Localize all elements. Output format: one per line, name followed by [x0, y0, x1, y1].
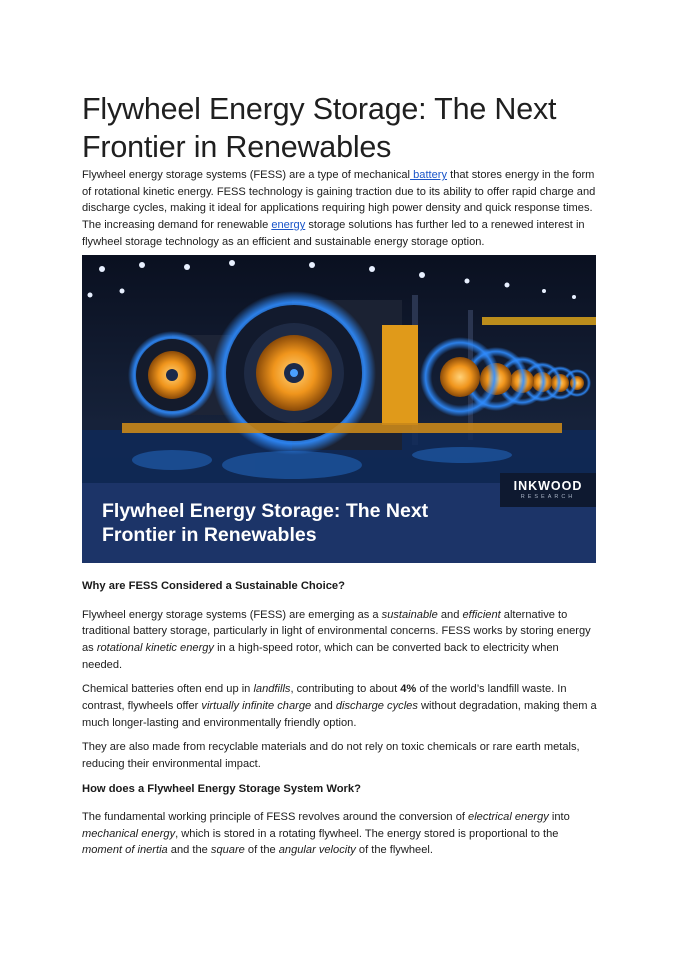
brand-sub: RESEARCH	[520, 493, 576, 500]
paragraph: They are also made from recyclable materials and do not rely on toxic chemicals or rare earth metals, reducing their environmental impact.	[82, 741, 580, 771]
energy-link[interactable]: energy	[271, 219, 306, 232]
brand-name: INKWOOD	[513, 478, 583, 493]
battery-link[interactable]: battery	[410, 169, 448, 181]
paragraph: Chemical batteries often end up in landfills, contributing to about 4% of the world’s landfill waste. In contrast, flywheels offer virtually infinite charge and discharge cycles without degradation, making them a much longer-lasting and environmentally friendly option.	[82, 683, 597, 729]
section-heading-how-it-works: How does a Flywheel Energy Storage System Work?	[82, 782, 361, 795]
intro-text-2: that stores energy in the form of rotational kinetic energy. FESS technology is gaining traction due to its ability to offer rapid charge and discharge cycles, making it ideal for applications requiring high power density and quick response times. The increasing demand for renewable	[82, 169, 596, 232]
banner-title: Flywheel Energy Storage: The Next Frontier in Renewables	[102, 499, 429, 547]
section-sustainable	[82, 578, 598, 773]
paragraph: Flywheel energy storage systems (FESS) are emerging as a sustainable and efficient alternative to traditional battery storage, particularly in light of environmental concerns. FESS works by storing energy as rotational kinetic energy in a high-speed rotor, which can be converted back to electricity when needed.	[82, 608, 591, 671]
brand-logo	[500, 473, 596, 507]
document-page	[82, 90, 598, 867]
hero-image	[82, 255, 596, 563]
section-heading-sustainable: Why are FESS Considered a Sustainable Choice?	[82, 579, 345, 592]
page-title: Flywheel Energy Storage: The Next Frontier in Renewables	[82, 92, 557, 164]
intro-text-3: storage solutions has further led to a renewed interest in flywheel storage technology as an efficient and sustainable energy storage option.	[82, 219, 585, 248]
section-how-it-works	[82, 781, 598, 859]
intro-text-1: Flywheel energy storage systems (FESS) are a type of mechanical	[82, 169, 411, 181]
paragraph: The fundamental working principle of FESS revolves around the conversion of electrical energy into mechanical energy, which is stored in a rotating flywheel. The energy stored is proportional to the moment of inertia and the square of the angular velocity of the flywheel.	[82, 810, 570, 857]
intro-paragraph	[82, 167, 598, 251]
